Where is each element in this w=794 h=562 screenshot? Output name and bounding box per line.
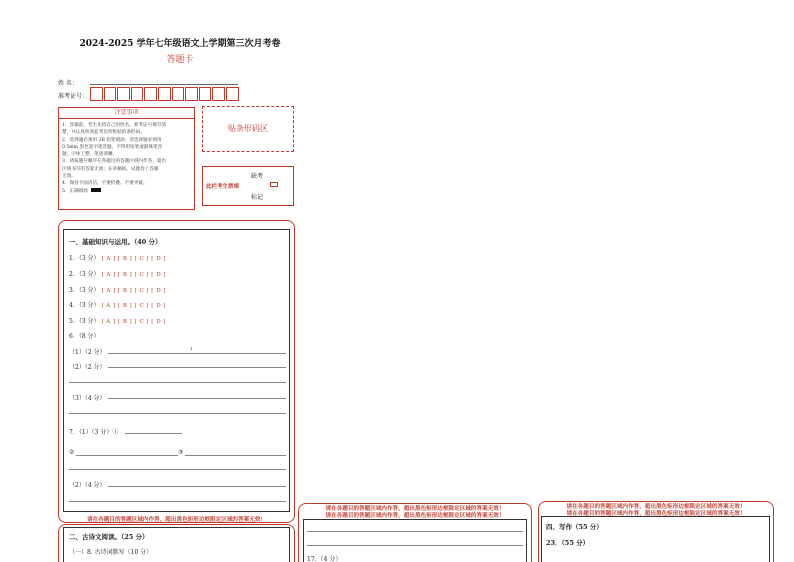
question-7-2-label: （2）（4 分） (69, 482, 106, 489)
absent-label: 缺考 (251, 173, 264, 180)
choice-question-5[interactable]: 5．（3 分） [ A ] [ B ] [ C ] [ D ] (69, 318, 166, 325)
answer-line[interactable] (108, 367, 286, 368)
choice-options: [ A ] [ B ] [ C ] [ D ] (101, 272, 166, 278)
id-digit-box[interactable] (172, 87, 185, 101)
notice-line-fill-example: 5．正确填涂 (62, 188, 191, 195)
answer-line[interactable] (307, 531, 523, 532)
choice-question-2[interactable]: 2．（3 分） [ A ] [ B ] [ C ] [ D ] (69, 271, 166, 278)
section2-subheading: （一）8. 古诗词默写（10 分） (69, 549, 153, 556)
page-title: 2024-2025 学年七年级语文上学期第三次月考卷 (79, 39, 281, 49)
absent-mark-label: 标记 (251, 194, 264, 201)
name-label: 姓 名： (58, 80, 78, 87)
answer-line[interactable] (185, 455, 286, 456)
answer-line[interactable] (125, 433, 182, 434)
notice-box (58, 107, 195, 210)
choice-options: [ A ] [ B ] [ C ] [ D ] (101, 303, 166, 309)
answer-line[interactable] (108, 353, 286, 354)
answer-line[interactable] (307, 545, 523, 546)
choice-options: [ A ] [ B ] [ C ] [ D ] (101, 319, 166, 325)
absent-warning: 此栏考生禁填 (206, 184, 240, 190)
id-digit-box[interactable] (199, 87, 212, 101)
id-label: 准考证号： (58, 93, 89, 100)
id-digit-box[interactable] (131, 87, 144, 101)
answer-mark: 1 (190, 346, 193, 351)
choice-question-4[interactable]: 4．（3 分） [ A ] [ B ] [ C ] [ D ] (69, 302, 166, 309)
question-7-1-label: 7．（1）（3 分）① (69, 429, 119, 436)
id-digit-box[interactable] (117, 87, 130, 101)
notice-line: 题；字体工整、笔迹清晰。 (62, 152, 118, 158)
choice-options: [ A ] [ B ] [ C ] [ D ] (101, 256, 166, 262)
notice-line: 无效。 (62, 174, 76, 180)
boundary-warning: 请在各题目的答题区域内作答，超出黑色矩形边框限定区域的答案无效！ (325, 513, 505, 519)
boundary-warning: 请在各题目的答题区域内作答，超出黑色矩形边框限定区域的答案无效！ (86, 517, 266, 523)
question-7-circle-3: ③ (178, 449, 184, 456)
choice-options: [ A ] [ B ] [ C ] [ D ] (101, 288, 166, 294)
question-6-3-label: （3）（4 分） (69, 395, 106, 402)
notice-line: 楚，并认真检查监考员所粘贴的条形码。 (62, 130, 145, 136)
notice-line: 2．选择题必须用 2B 铅笔填涂；非选择题必须用 (62, 137, 162, 143)
id-digit-box[interactable] (212, 87, 225, 101)
question-6-2-label: （2）（2 分） (69, 364, 106, 371)
section1-heading: 一、基础知识与运用。（40 分） (69, 238, 162, 246)
id-digit-box[interactable] (185, 87, 198, 101)
barcode-area: 贴条形码区 (202, 106, 294, 152)
boundary-warning: 请在各题目的答题区域内作答，超出黑色矩形边框限定区域的答案无效！ (566, 504, 746, 510)
answer-line[interactable] (76, 455, 178, 456)
id-number-boxes[interactable] (90, 87, 240, 101)
question-17-label: 17．（4 分） (307, 556, 342, 562)
id-digit-box[interactable] (144, 87, 157, 101)
answer-line[interactable] (69, 413, 286, 414)
choice-question-3[interactable]: 3．（3 分） [ A ] [ B ] [ C ] [ D ] (69, 287, 166, 294)
id-digit-box[interactable] (104, 87, 117, 101)
notice-line: 区域书写的答案无效；在草稿纸、试题卷上答题 (62, 166, 159, 172)
question-6-label: 6．（8 分） (69, 333, 100, 340)
question-7-circle-2: ② (69, 449, 75, 456)
notice-heading: 注意事项 (59, 108, 194, 119)
boundary-warning: 请在各题目的答题区域内作答，超出黑色矩形边框限定区域的答案无效！ (566, 511, 746, 517)
notice-line: 1．答题前，考生先将自己的姓名，准考证号填写清 (62, 123, 166, 128)
id-digit-box[interactable] (226, 87, 239, 101)
section4-heading: 四、写作（55 分） (546, 523, 603, 531)
id-digit-box[interactable] (158, 87, 171, 101)
name-field[interactable] (90, 84, 238, 85)
notice-line: 0.5mm 黑色签字笔答题，不得用铅笔或圆珠笔答 (62, 144, 163, 150)
filled-bubble-icon (91, 188, 101, 192)
answer-line[interactable] (108, 486, 286, 487)
question-23-label: 23．（55 分） (546, 539, 590, 547)
answer-line[interactable] (69, 382, 286, 383)
question-6-1-label: （1）（2 分） (69, 349, 106, 356)
notice-body (59, 119, 194, 195)
section2-heading: 二、古诗文阅读。（25 分） (69, 533, 149, 541)
notice-line: 4．保持卡面清洁，不要折叠、不要弄破。 (62, 181, 148, 187)
answer-line[interactable] (108, 398, 286, 399)
answer-line[interactable] (69, 469, 286, 470)
absent-checkbox[interactable] (270, 182, 278, 187)
choice-question-1[interactable]: 1．（3 分） [ A ] [ B ] [ C ] [ D ] (69, 255, 166, 262)
page-subtitle: 答题卡 (166, 55, 194, 65)
notice-line: 3．请按题号顺序在各题目的答题区域内作答，超出 (62, 159, 166, 165)
absent-box (202, 166, 294, 206)
boundary-warning: 请在各题目的答题区域内作答，超出黑色矩形边框限定区域的答案无效！ (325, 506, 505, 512)
id-digit-box[interactable] (90, 87, 103, 101)
answer-line[interactable] (69, 501, 286, 502)
